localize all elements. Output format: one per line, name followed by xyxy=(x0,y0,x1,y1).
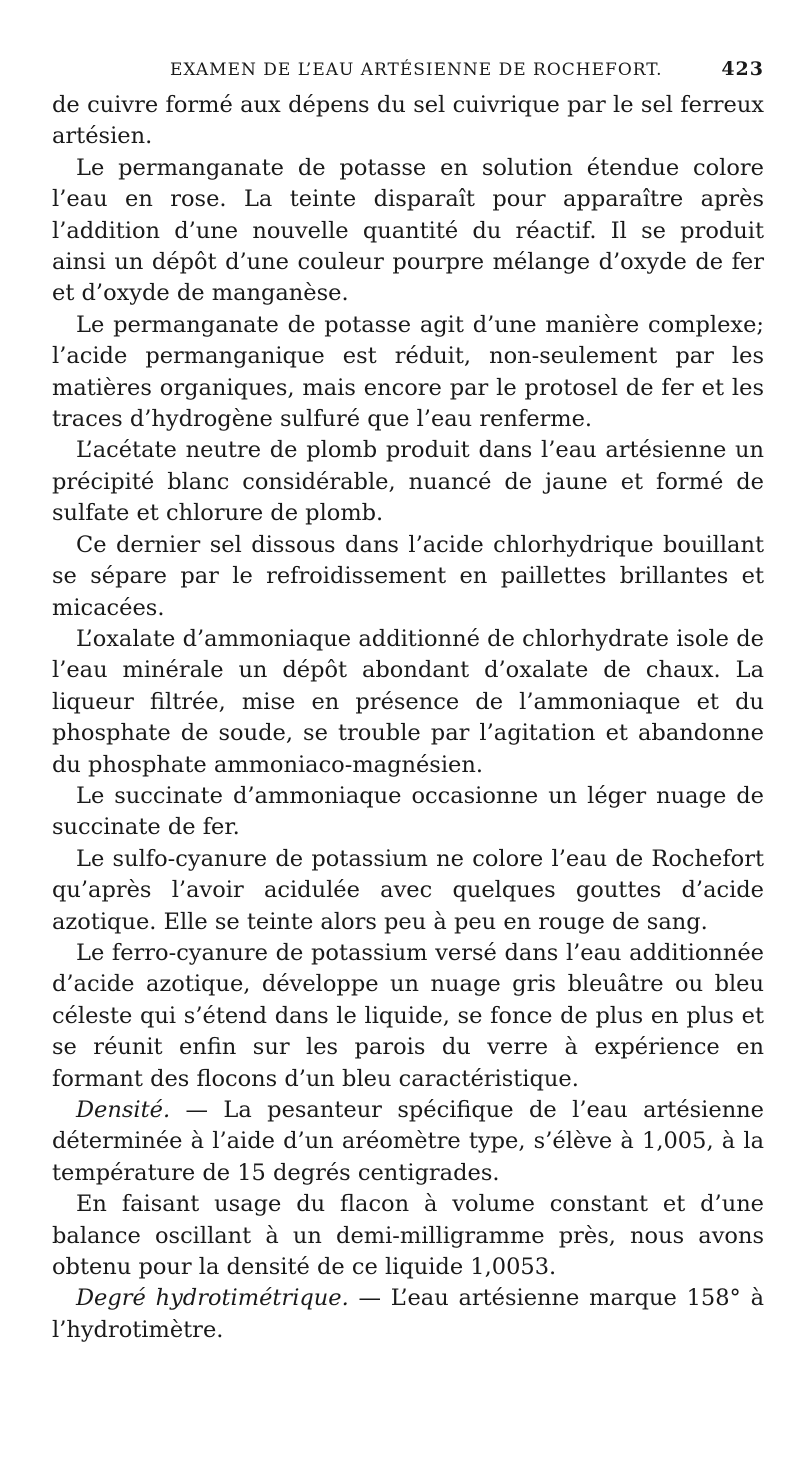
paragraph-text: Le succinate d’ammoniaque occasionne un léger nuage de succinate de fer. xyxy=(52,782,764,841)
paragraph-hydrochloric-acid xyxy=(52,530,764,624)
paragraph-continuation xyxy=(52,90,764,153)
section-lead: Degré hydrotimétrique. xyxy=(76,1285,349,1312)
paragraph-permanganate-color xyxy=(52,153,764,310)
paragraph-text: En faisant usage du flacon à volume constant et d’une balance oscillant à un demi-milligramme près, nous avons obtenu pour la densité de ce liquide 1,0053. xyxy=(52,1191,764,1281)
running-header xyxy=(52,58,764,86)
paragraph-text: de cuivre formé aux dépens du sel cuivrique par le sel ferreux artésien. xyxy=(52,92,764,150)
paragraph-ferrocyanide xyxy=(52,938,764,1095)
paragraph-ammonium-succinate xyxy=(52,781,764,844)
paragraph-text: L’acétate neutre de plomb produit dans l’eau artésienne un précipité blanc considérable, nuancé de jaune et formé de sulfate et chlorure de plomb. xyxy=(52,437,764,527)
page-number: 423 xyxy=(721,58,764,80)
paragraph-text: Ce dernier sel dissous dans l’acide chlorhydrique bouillant se sépare par le refroidissement en paillettes brillantes et micacées. xyxy=(52,531,764,621)
paragraph-text: Le sulfo-cyanure de potassium ne colore l’eau de Rochefort qu’après l’avoir acidulée avec quelques gouttes d’acide azotique. Elle se teinte alors peu à peu en rouge de sang. xyxy=(52,845,764,935)
paragraph-ammonium-oxalate xyxy=(52,624,764,781)
paragraph-text: — L’eau artésienne marque 158° à l’hydrotimètre. xyxy=(52,1285,764,1343)
paragraph-flask-density xyxy=(52,1189,764,1283)
paragraph-text: Le permanganate de potasse en solution étendue colore l’eau en rose. La teinte disparaît pour apparaître après l’addition d’une nouvelle quantité du réactif. Il se produit ainsi un dépôt d’une couleur pourpre mélange d’oxyde de fer et d’oxyde de manganèse. xyxy=(52,154,764,307)
body-text xyxy=(52,90,764,1346)
paragraph-permanganate-action xyxy=(52,310,764,436)
paragraph-density xyxy=(52,1095,764,1189)
running-title: EXAMEN DE L’EAU ARTÉSIENNE DE ROCHEFORT. xyxy=(170,60,663,80)
paragraph-text: — La pesanteur spécifique de l’eau artésienne déterminée à l’aide d’un aréomètre type, s’élève à 1,005, à la température de 15 degrés centigrades. xyxy=(52,1097,764,1186)
paragraph-hydrotimetric-degree xyxy=(52,1283,764,1346)
section-lead: Densité. xyxy=(76,1097,171,1123)
paragraph-lead-acetate xyxy=(52,435,764,529)
paragraph-text: Le permanganate de potasse agit d’une manière complexe; l’acide permanganique est réduit, non-seulement par les matières organiques, mais encore par le protosel de fer et les traces d’hydrogène sulfuré que l’eau renferme. xyxy=(52,311,764,433)
paragraph-text: L’oxalate d’ammoniaque additionné de chlorhydrate isole de l’eau minérale un dépôt abondant d’oxalate de chaux. La liqueur filtrée, mise en présence de l’ammoniaque et du phosphate de soude, se trouble par l’agitation et abandonne du phosphate ammoniaco-magnésien. xyxy=(52,625,764,778)
paragraph-text: Le ferro-cyanure de potassium versé dans l’eau additionnée d’acide azotique, développe un nuage gris bleuâtre ou bleu céleste qui s’étend dans le liquide, se fonce de plus en plus et se réunit enfin sur les parois du verre à expérience en formant des flocons d’un bleu caractéristique. xyxy=(52,939,764,1092)
paragraph-sulfocyanide xyxy=(52,844,764,938)
